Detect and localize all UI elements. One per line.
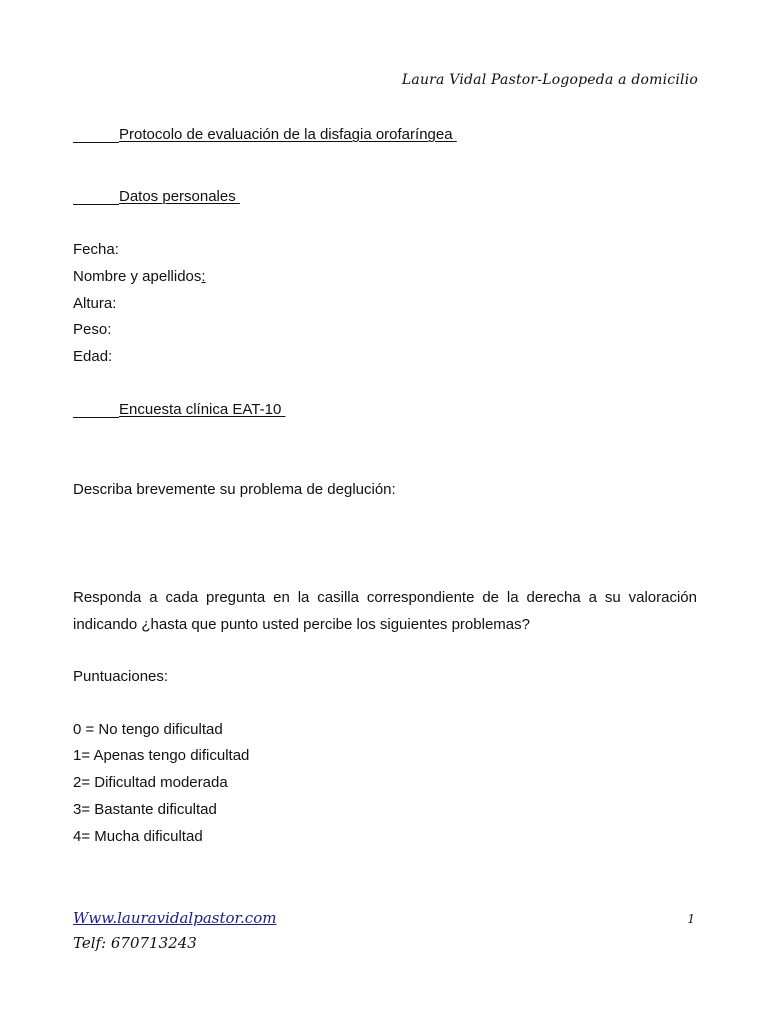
score-item-2: 2= Dificultad moderada [73, 774, 228, 791]
document-title-text: Protocolo de evaluación de la disfagia orofaríngea [119, 126, 453, 143]
score-item-1: 1= Apenas tengo dificultad [73, 747, 250, 764]
survey-heading [73, 401, 285, 418]
field-altura [73, 295, 116, 312]
score-item-4: 4= Mucha dificultad [73, 828, 203, 845]
describe-prompt: Describa brevemente su problema de deglución: [73, 481, 396, 498]
heading-indent [73, 416, 119, 418]
field-label: Fecha [73, 241, 115, 258]
field-fecha [73, 241, 119, 258]
header-author-line: Laura Vidal Pastor-Logopeda a domicilio [401, 72, 698, 88]
field-edad [73, 348, 112, 365]
field-colon: : [112, 295, 117, 312]
field-colon: : [201, 268, 206, 285]
website-link[interactable]: Www.lauravidalpastor.com [73, 909, 277, 927]
field-label: Edad [73, 348, 109, 365]
field-label: Altura [73, 295, 113, 312]
score-item-0: 0 = No tengo dificultad [73, 721, 223, 738]
score-item-3: 3= Bastante dificultad [73, 801, 217, 818]
instructions-paragraph [73, 584, 697, 638]
scores-label: Puntuaciones: [73, 668, 169, 685]
heading-indent [73, 203, 119, 205]
instructions-line-1: Responda a cada pregunta en la casilla correspondiente de la derecha a su valoración [73, 589, 697, 606]
field-peso [73, 321, 111, 338]
document-title [73, 126, 457, 143]
field-nombre-apellidos [73, 268, 206, 285]
personal-data-heading [73, 188, 240, 205]
footer-phone: Telf: 670713243 [73, 934, 197, 952]
personal-data-heading-text: Datos personales [119, 188, 236, 205]
survey-heading-text: Encuesta clínica EAT-10 [119, 401, 282, 418]
instructions-line-2: indicando ¿hasta que punto usted percibe los siguientes problemas? [73, 616, 530, 633]
field-colon: : [108, 348, 113, 365]
heading-indent [73, 141, 119, 143]
field-colon: : [114, 241, 119, 258]
field-label: Nombre y apellidos [73, 268, 202, 285]
field-label: Peso [73, 321, 108, 338]
field-colon: : [107, 321, 112, 338]
page-number: 1 [687, 912, 695, 926]
